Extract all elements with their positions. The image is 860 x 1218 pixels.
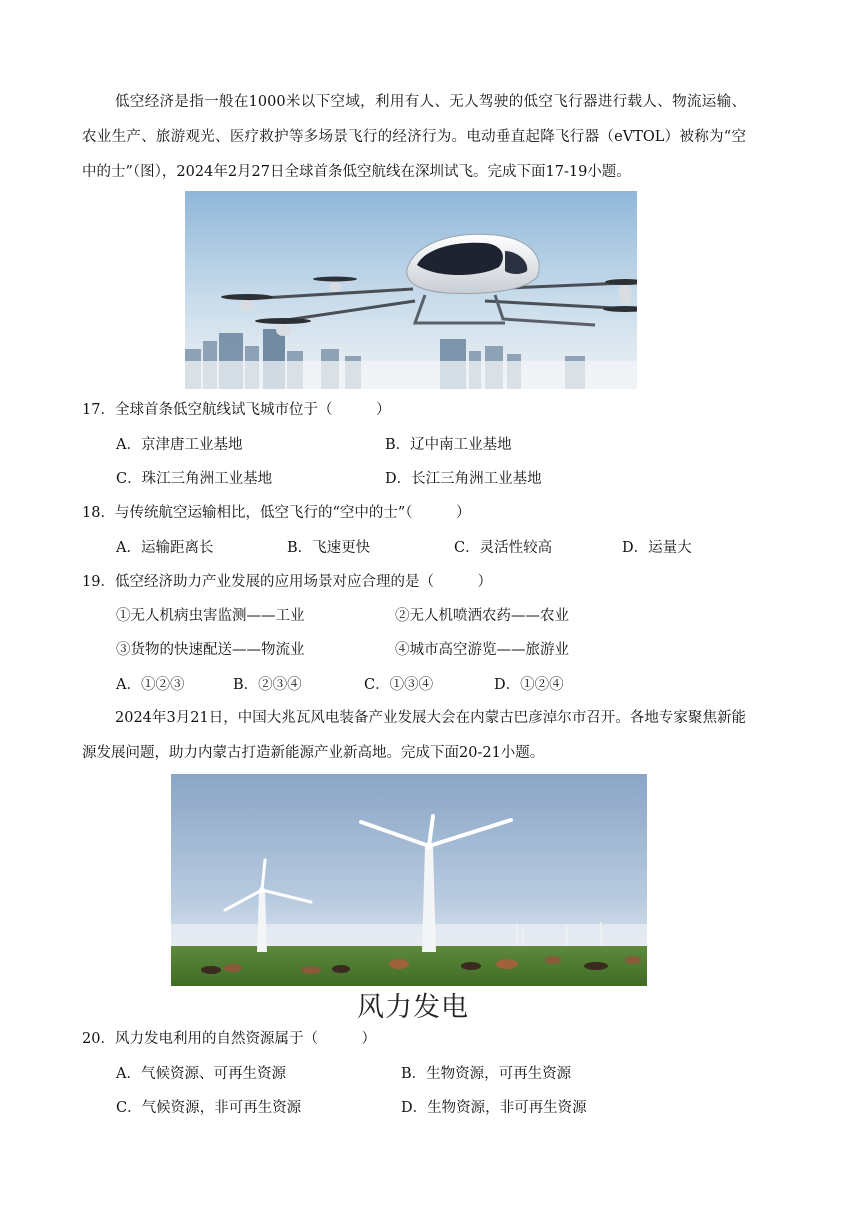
question-19-option-d: D．①②④ — [494, 677, 564, 693]
question-17-option-c: C．珠江三角洲工业基地 — [116, 471, 273, 487]
question-20-option-a: A．气候资源、可再生资源 — [116, 1066, 286, 1082]
question-19-statement-4: ④城市高空游览——旅游业 — [395, 642, 569, 658]
question-20-option-d: D．生物资源，非可再生资源 — [401, 1100, 587, 1116]
question-20-option-b: B．生物资源，可再生资源 — [401, 1066, 572, 1082]
question-19-stem: 19．低空经济助力产业发展的应用场景对应合理的是（ ） — [82, 574, 492, 590]
question-19-statement-1: ①无人机病虫害监测——工业 — [116, 608, 305, 624]
question-18-option-d: D．运量大 — [622, 540, 692, 556]
question-17-option-d: D．长江三角洲工业基地 — [385, 471, 542, 487]
question-19-statement-2: ②无人机喷洒农药——农业 — [395, 608, 569, 624]
question-18-option-c: C．灵活性较高 — [454, 540, 553, 556]
question-19-option-c: C．①③④ — [364, 677, 434, 693]
intro-paragraph-1: 低空经济是指一般在1000米以下空域，利用有人、无人驾驶的低空飞行器进行载人、物流运输、农业生产、旅游观光、医疗救护等多场景飞行的经济行为。电动垂直起降飞行器（eVTOL）被称为“空中的士”（图），2024年2月27日全球首条低空航线在深圳试飞。完成下面17-19小题。 — [82, 94, 746, 180]
question-17-option-a: A．京津唐工业基地 — [116, 437, 243, 453]
figure-2-caption: 风力发电 — [357, 992, 469, 1023]
question-17-stem: 17．全球首条低空航线试飞城市位于（ ） — [82, 402, 391, 418]
question-19-statement-3: ③货物的快速配送——物流业 — [116, 642, 305, 658]
intro-paragraph-2: 2024年3月21日，中国大兆瓦风电装备产业发展大会在内蒙古巴彦淖尔市召开。各地专家聚焦新能源发展问题，助力内蒙古打造新能源产业新高地。完成下面20-21小题。 — [82, 710, 746, 761]
question-19-option-b: B．②③④ — [233, 677, 302, 693]
evtol-photo — [185, 191, 637, 389]
wind-turbine-photo — [171, 774, 647, 986]
question-18-option-b: B．飞速更快 — [287, 540, 371, 556]
question-17-option-b: B．辽中南工业基地 — [385, 437, 512, 453]
question-18-stem: 18．与传统航空运输相比，低空飞行的“空中的士”（ ） — [82, 505, 471, 521]
question-20-stem: 20．风力发电利用的自然资源属于（ ） — [82, 1031, 376, 1047]
question-20-option-c: C．气候资源，非可再生资源 — [116, 1100, 302, 1116]
question-19-option-a: A．①②③ — [116, 677, 185, 693]
question-18-option-a: A．运输距离长 — [116, 540, 214, 556]
